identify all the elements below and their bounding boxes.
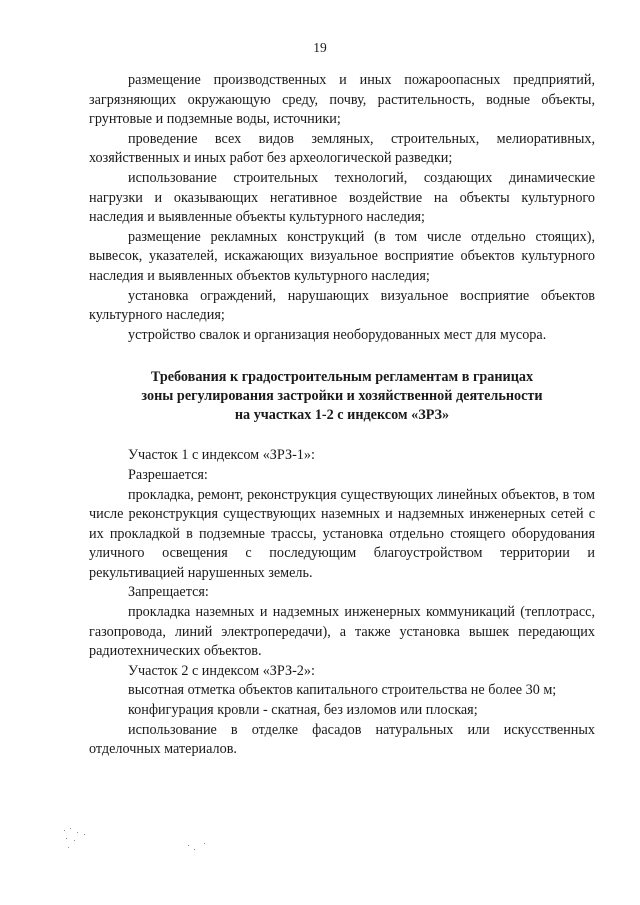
section-heading-line: Требования к градостроительным регламентам в границах [150, 369, 534, 386]
plot-2-title: Участок 2 с индексом «ЗРЗ-2»: [128, 662, 315, 679]
scan-specks [62, 828, 222, 858]
allowed-label: Разрешается: [128, 466, 208, 483]
restriction-item: размещение производственных и иных пожароопасных предприятий, загрязняющих окружающую среду, почву, растительность, водные объекты, грунтовые и подземные воды, источники; [89, 72, 595, 128]
page-number: 19 [313, 40, 327, 55]
requirement-item: конфигурация кровли - скатная, без изломов или плоская; [128, 702, 478, 719]
section-heading-line: зоны регулирования застройки и хозяйственной деятельности [141, 388, 543, 405]
prohibited-label: Запрещается: [128, 584, 209, 601]
requirement-item: высотная отметка объектов капитального строительства не более 30 м; [128, 682, 557, 699]
allowed-text: прокладка, ремонт, реконструкция существующих линейных объектов, в том числе реконструкция существующих наземных и надземных инженерных сетей с их прокладкой в подземные трассы, установка отдельно стоящего оборудования уличного освещения с последующим благоустройством территории и рекультивацией нарушенных земель. [89, 486, 595, 581]
restriction-item: проведение всех видов земляных, строительных, мелиоративных, хозяйственных и иных работ без археологической разведки; [89, 130, 595, 167]
prohibited-text: прокладка наземных и надземных инженерных коммуникаций (теплотрасс, газопровода, линий электропередачи), а также установка вышек передающих радиотехнических объектов. [89, 604, 595, 660]
restriction-item: устройство свалок и организация необорудованных мест для мусора. [128, 326, 547, 343]
requirement-item: использование в отделке фасадов натуральных или искусственных отделочных материалов. [89, 721, 595, 758]
restriction-item: использование строительных технологий, создающих динамические нагрузки и оказывающих негативное воздействие на объекты культурного наследия и выявленные объекты культурного наследия; [89, 169, 595, 226]
restriction-item: размещение рекламных конструкций (в том числе отдельно стоящих), вывесок, указателей, искажающих визуальное восприятие объектов культурного наследия и выявленных объектов культурного наследия; [89, 228, 595, 284]
section-heading [89, 368, 595, 425]
section-heading-line: на участках 1-2 с индексом «ЗРЗ» [234, 407, 450, 424]
document-body [89, 71, 595, 760]
plot-1-title: Участок 1 с индексом «ЗРЗ-1»: [128, 447, 315, 464]
restriction-item: установка ограждений, нарушающих визуальное восприятие объектов культурного наследия; [89, 287, 595, 324]
